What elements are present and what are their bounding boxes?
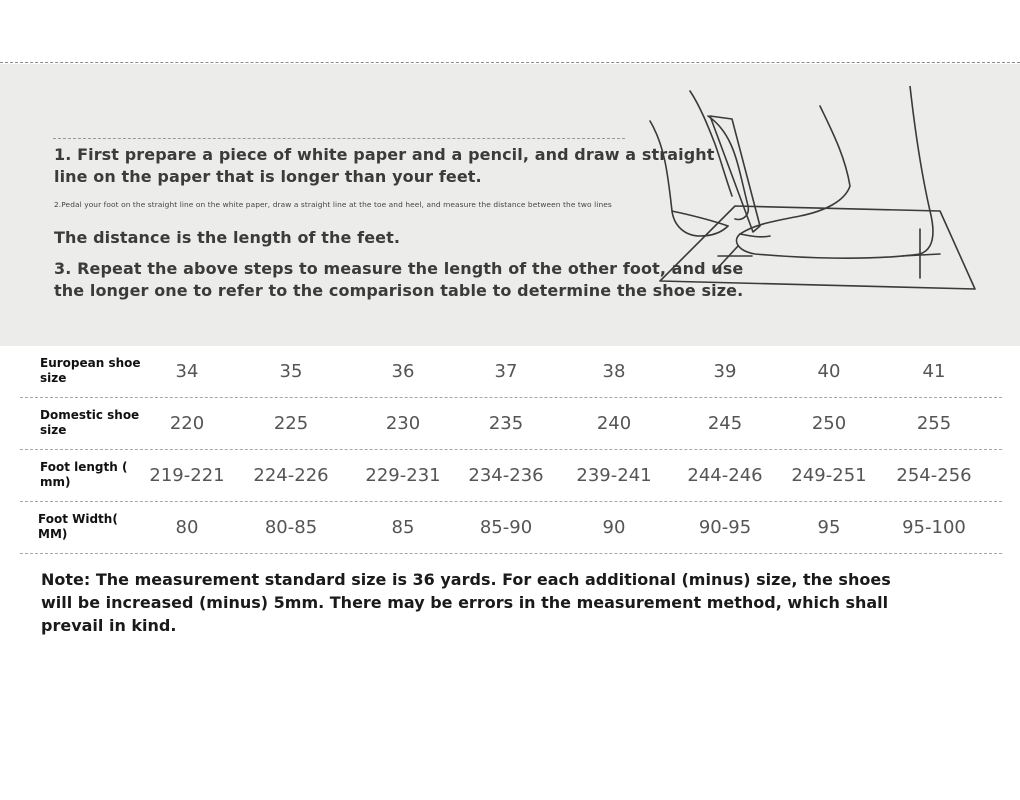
table-cell: 95-100 xyxy=(902,517,966,538)
instruction-step-1: 1. First prepare a piece of white paper and a pencil, and draw a straight line on the paper that is longer than your feet. xyxy=(54,145,715,186)
table-cell: 80 xyxy=(175,517,199,538)
table-cell: 41 xyxy=(922,361,946,382)
row-label: Foot Width( MM) xyxy=(38,512,118,541)
table-cell: 34 xyxy=(175,361,199,382)
row-label: European shoe size xyxy=(40,356,141,385)
row-label: Domestic shoe size xyxy=(40,408,140,437)
foot-measuring-illustration xyxy=(640,86,985,296)
table-cell: 229-231 xyxy=(365,465,441,486)
table-cell: 35 xyxy=(279,361,303,382)
table-cell: 36 xyxy=(391,361,415,382)
measurement-instructions-panel xyxy=(0,64,1020,346)
table-cell: 38 xyxy=(602,361,626,382)
instruction-step-2-result: The distance is the length of the feet. xyxy=(54,228,401,247)
instruction-step-3: 3. Repeat the above steps to measure the length of the other foot, and use the longer one to refer to the comparison table to determine the shoe size. xyxy=(54,259,744,300)
instruction-dashed-rule xyxy=(53,138,625,139)
table-cell: 234-236 xyxy=(468,465,544,486)
table-cell: 225 xyxy=(273,413,309,434)
table-row-european-size xyxy=(20,346,1002,398)
top-dashed-divider xyxy=(0,62,1020,63)
table-cell: 245 xyxy=(707,413,743,434)
table-cell: 235 xyxy=(488,413,524,434)
table-cell: 85-90 xyxy=(479,517,533,538)
table-cell: 219-221 xyxy=(149,465,225,486)
table-cell: 80-85 xyxy=(264,517,318,538)
table-cell: 95 xyxy=(817,517,841,538)
table-cell: 244-246 xyxy=(687,465,763,486)
table-row-foot-length xyxy=(20,450,1002,502)
table-cell: 40 xyxy=(817,361,841,382)
table-cell: 239-241 xyxy=(576,465,652,486)
instruction-step-2: 2.Pedal your foot on the straight line on the white paper, draw a straight line at the toe and heel, and measure the distance between the two lines xyxy=(54,200,612,209)
row-label: Foot length ( mm) xyxy=(40,460,128,489)
table-cell: 90-95 xyxy=(698,517,752,538)
table-cell: 249-251 xyxy=(791,465,867,486)
table-cell: 85 xyxy=(391,517,415,538)
table-row-domestic-size xyxy=(20,398,1002,450)
table-cell: 230 xyxy=(385,413,421,434)
table-cell: 240 xyxy=(596,413,632,434)
table-cell: 220 xyxy=(169,413,205,434)
size-comparison-table xyxy=(20,346,1002,554)
table-cell: 90 xyxy=(602,517,626,538)
measurement-note: Note: The measurement standard size is 36 yards. For each additional (minus) size, the shoes will be increased (minus) 5mm. There may be errors in the measurement method, which shall prevail in kind. xyxy=(41,570,891,635)
table-cell: 37 xyxy=(494,361,518,382)
table-cell: 224-226 xyxy=(253,465,329,486)
table-cell: 250 xyxy=(811,413,847,434)
table-row-foot-width xyxy=(20,502,1002,554)
table-cell: 254-256 xyxy=(896,465,972,486)
table-cell: 39 xyxy=(713,361,737,382)
table-cell: 255 xyxy=(916,413,952,434)
